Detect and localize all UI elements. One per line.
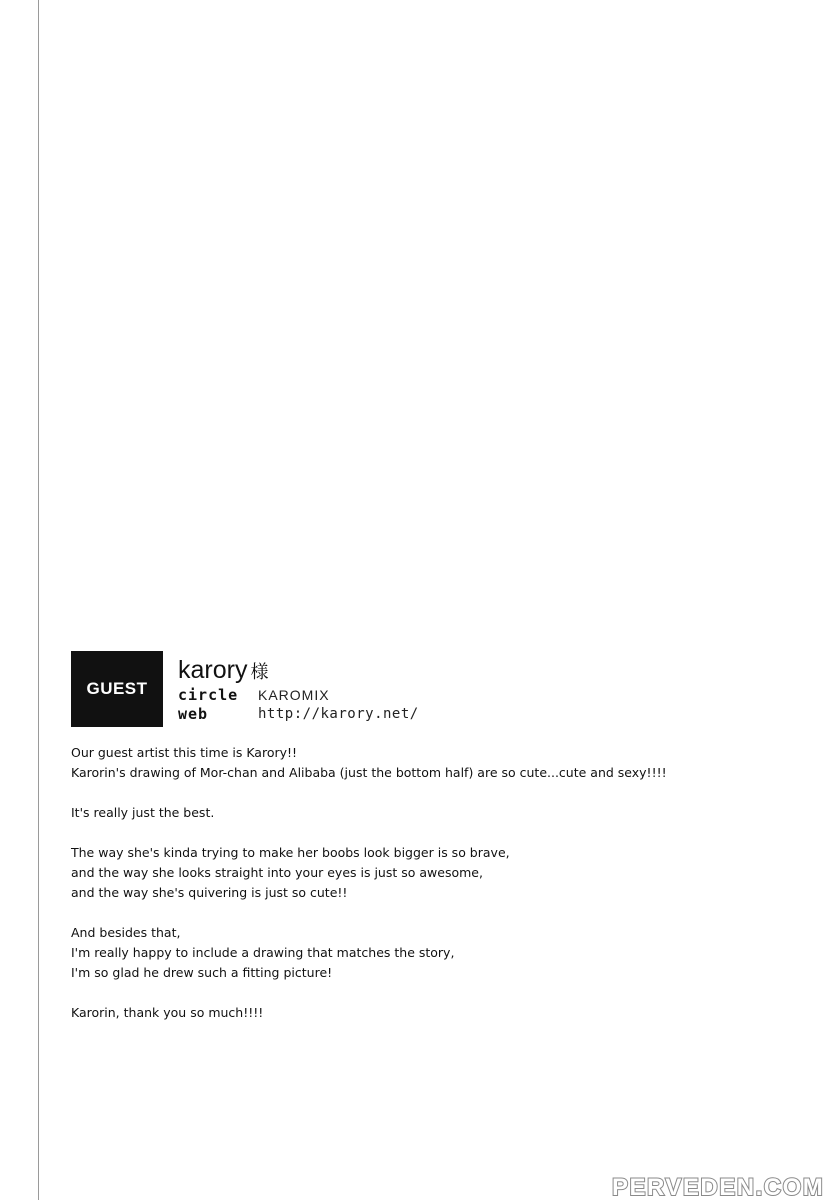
message-line: And besides that, bbox=[71, 925, 181, 940]
message-paragraph-5 bbox=[71, 1003, 711, 1023]
message-line: and the way she looks straight into your eyes is just so awesome, bbox=[71, 865, 483, 880]
web-url: http://karory.net/ bbox=[258, 706, 419, 722]
artist-honorific: 様 bbox=[250, 662, 269, 682]
site-watermark bbox=[612, 1174, 825, 1200]
circle-row bbox=[178, 686, 438, 704]
message-line: I'm really happy to include a drawing that matches the story, bbox=[71, 945, 455, 960]
message-line: and the way she's quivering is just so cute!! bbox=[71, 885, 348, 900]
watermark-text: PERVEDEN.COM bbox=[612, 1174, 825, 1200]
message-paragraph-3 bbox=[71, 843, 711, 903]
web-label: web bbox=[178, 705, 209, 723]
message-line: It's really just the best. bbox=[71, 805, 215, 820]
page-gutter-line bbox=[38, 0, 39, 1200]
artist-name: karory bbox=[178, 656, 248, 684]
message-line: Karorin's drawing of Mor-chan and Alibaba (just the bottom half) are so cute...cute and sexy!!!! bbox=[71, 765, 667, 780]
message-line: I'm so glad he drew such a fitting picture! bbox=[71, 965, 333, 980]
message-paragraph-1 bbox=[71, 743, 711, 783]
message-line: Karorin, thank you so much!!!! bbox=[71, 1005, 264, 1020]
message-line: Our guest artist this time is Karory!! bbox=[71, 745, 298, 760]
message-line: The way she's kinda trying to make her boobs look bigger is so brave, bbox=[71, 845, 510, 860]
web-row bbox=[178, 705, 438, 723]
artist-heading bbox=[178, 656, 268, 686]
guest-message bbox=[71, 743, 711, 1043]
message-paragraph-2 bbox=[71, 803, 711, 823]
guest-label-box bbox=[71, 651, 163, 727]
circle-value: KAROMIX bbox=[258, 687, 330, 703]
guest-label: GUEST bbox=[86, 679, 148, 698]
circle-label: circle bbox=[178, 686, 239, 704]
message-paragraph-4 bbox=[71, 923, 711, 983]
